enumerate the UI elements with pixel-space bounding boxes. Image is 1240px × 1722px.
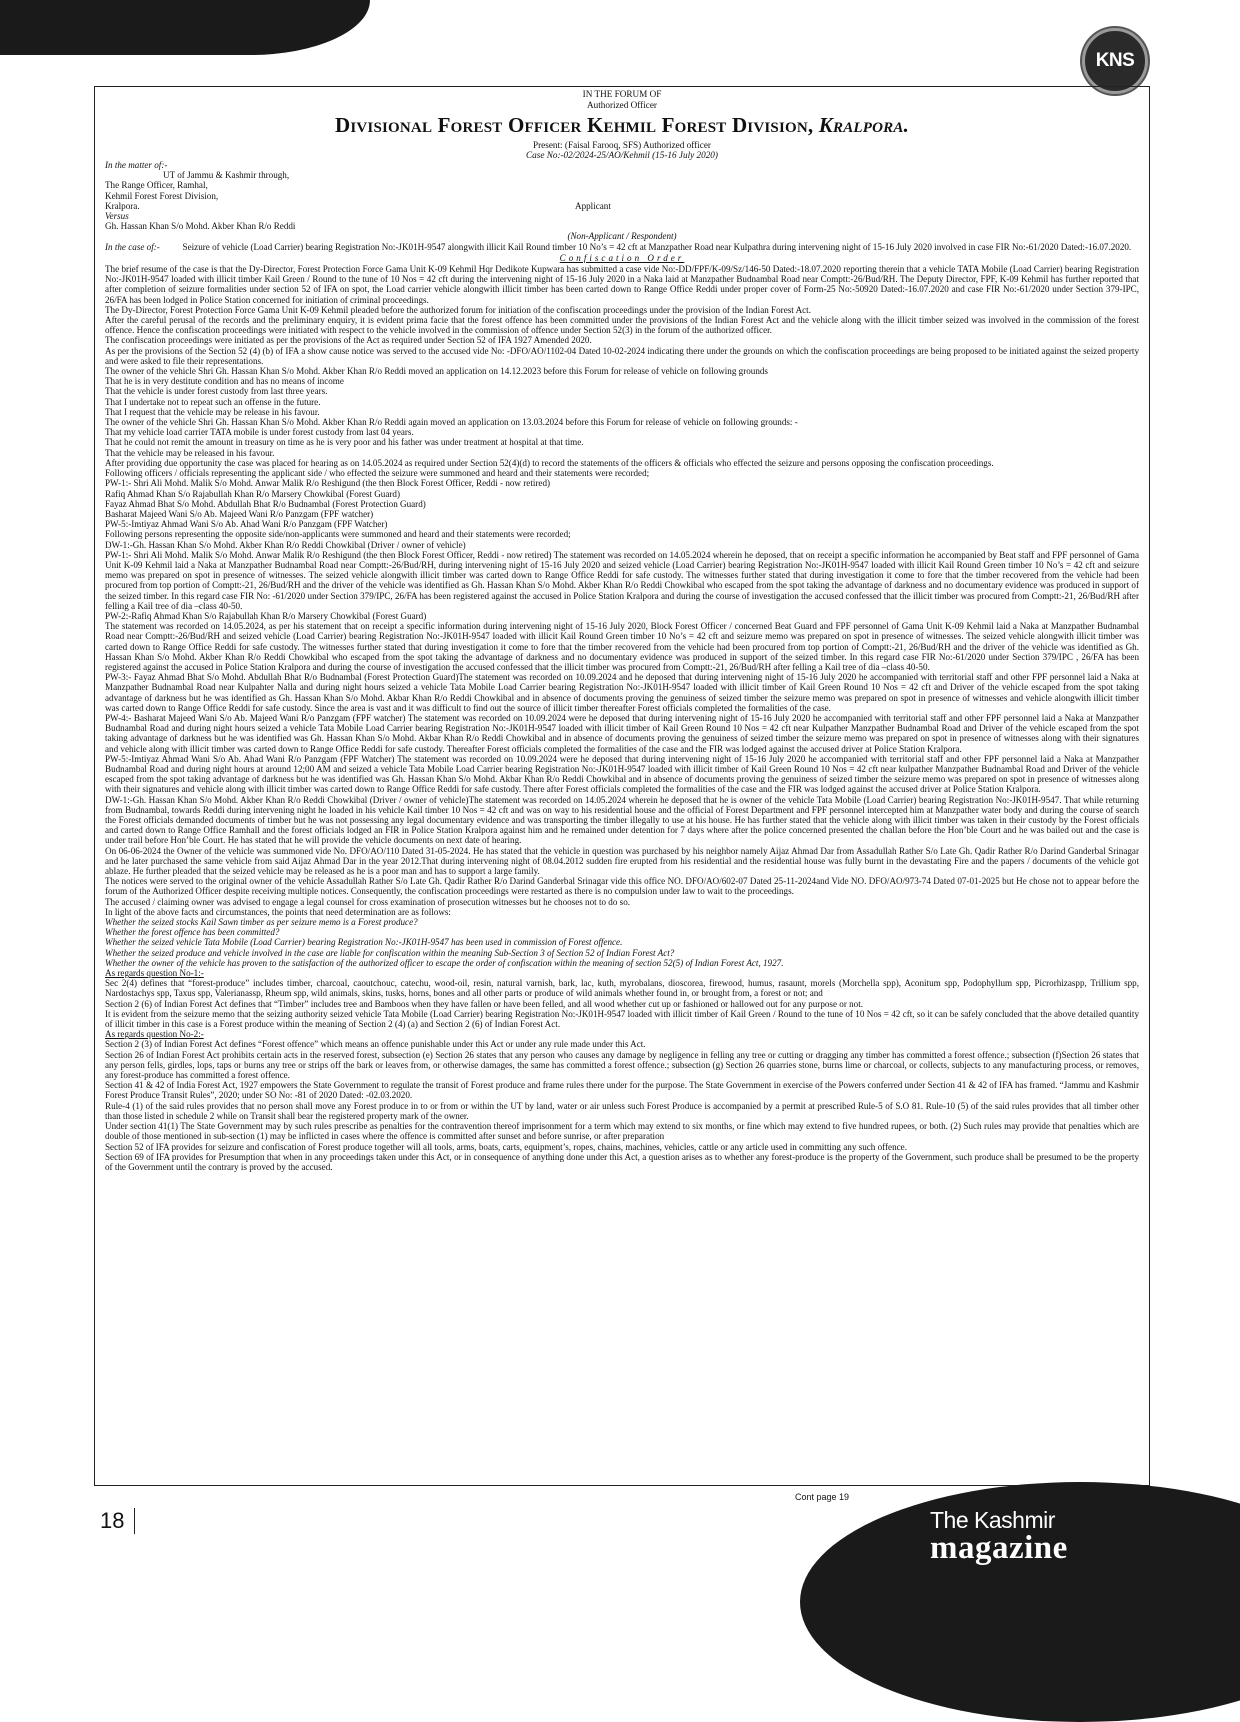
question-2-heading: As regards question No-2:-	[105, 1029, 204, 1040]
question-2-paragraph: Section 26 of Indian Forest Act prohibits certain acts in the reserved forest, subsection (e) Section 26 states that any person who causes any damage by negligence in felling any tree or cutting or dragging any timber has committed a forest offence.; subsection (f)Section 26 states that any person fells, girdles, lops, taps or burns any tree or strips off the bark or leaves from, or otherwise damages, the same has committed a forest offence.; subsection (g) Section 26 quarries stone, burns lime or charcoal, or collects, subjects to any manufacturing process, or removes, any forest-produce has committed a forest offence.	[105, 1049, 1139, 1081]
order-paragraph: That I request that the vehicle may be release in his favour.	[105, 406, 320, 417]
order-paragraphs	[105, 264, 1139, 917]
order-paragraph: Following persons representing the opposite side/non-applicants were summoned and heard and their statements were recorded;	[105, 529, 571, 540]
magazine-name-line-1: The Kashmir	[930, 1507, 1055, 1533]
party-line: Kralpora.	[105, 200, 140, 211]
question-2-paragraph: Section 2 (3) of Indian Forest Act defines “Forest offence” which means an offence punishable under this Act or under any rule made under this Act.	[105, 1039, 646, 1050]
respondent-name: Gh. Hassan Khan S/o Mohd. Akber Khan R/o Reddi	[105, 221, 296, 232]
order-paragraph: PW-5:-Imtiyaz Ahmad Wani S/o Ab. Ahad Wani R/o Panzgam (FPF Watcher)	[105, 519, 388, 530]
order-paragraph: In light of the above facts and circumstances, the points that need determination are as follows:	[105, 906, 451, 917]
confiscation-order-heading: Confiscation Order	[559, 252, 685, 263]
determination-question: Whether the owner of the vehicle has proven to the satisfaction of the authorized officer to escape the order of confiscation within the meaning of section 52(5) of Indian Forest Act, 1927.	[105, 957, 784, 968]
order-paragraph: The confiscation proceedings were initiated as per the provisions of the Act as required under Section 52 of IFA 1927 Amended 2020.	[105, 335, 592, 346]
kns-logo	[1082, 28, 1148, 94]
order-paragraph: PW-2:-Rafiq Ahmad Khan S/o Rajabullah Khan R/o Marsery Chowkibal (Forest Guard)	[105, 610, 427, 621]
order-paragraph: The notices were served to the original owner of the vehicle Assadullah Rather S/o Late Gh. Qadir Rather R/o Darind Ganderbal Srinagar vide this office NO. DFO/AO/602-07 Dated 25-11-2024and Vide NO. DFO/AO/973-74 Dated 07-01-2025 but He chose not to appear before the forum of the Authorized Officer despite receiving multiple notices. Consequently, the confiscation proceedings were restarted as there is no compulsion under law to wait to the proceedings.	[105, 876, 1139, 897]
applicant-label: Applicant	[575, 200, 611, 211]
respondent-label: (Non-Applicant / Respondent)	[567, 231, 677, 242]
matter-label: In the matter of:-	[105, 160, 168, 170]
case-of-label: In the case of:-	[105, 241, 160, 252]
question-2-paragraph: Section 41 & 42 of India Forest Act, 1927 empowers the State Government to regulate the transit of Forest produce and frame rules there under for the purpose. The State Government in exercise of the Powers conferred under Section 41 & 42 of IFA has framed. “Jammu and Kashmir Forest Produce Transit Rules”, 2020; under SO No: -81 of 2020 Dated: -02.03.2020.	[105, 1080, 1139, 1101]
question-1-section	[105, 968, 1139, 1029]
order-paragraph: After the careful perusal of the records and the preliminary enquiry, it is evident prima facie that the forest offence has been committed under the provisions of the Indian Forest Act and the vehicle along with the illicit timber seized was involved in the commission of the forest offence. Hence the confiscation proceedings were initiated with respect to the vehicle involved in the commission of offence under Section 52(3) in the forum of the authorized officer.	[105, 315, 1139, 336]
party-line: Kehmil Forest Forest Division,	[105, 190, 219, 201]
party-line: UT of Jammu & Kashmir through,	[163, 170, 290, 181]
order-paragraph: That I undertake not to repeat such an offense in the future.	[105, 396, 321, 407]
case-number: Case No:-02/2024-25/AO/Kehmil (15-16 July 2020)	[526, 150, 718, 160]
order-paragraph: Following officers / officials representing the applicant side / who effected the seizure were summoned and heard and their statements were recorded;	[105, 468, 650, 479]
order-paragraph: PW-3:- Fayaz Ahmad Bhat S/o Mohd. Abdullah Bhat R/o Budnambal (Forest Protection Guard)The statement was recorded on 10.09.2024 and he deposed that during intervening night of 15-16 July 2020 he accompanied with territorial staff and other FPF personnel laid a Naka at Manzpather Budnambal Road near Kulpahter Nalla and during night hours seized a vehicle Tata Mobile Load Carrier bearing Registration No:-JK01H-9547 loaded with illicit timber of Kail Green Round 10 Nos = 42 cft and Driver of the vehicle escaped from the spot taking advantage of darkness but he was identified as Gh. Hassan Khan S/o Mohd. Akbar Khan R/o Reddi Chowkibal and in absence of documents proving the genuiness of seized timber the seizure memo was prepared on spot in presence of witnesses and vehicle alongwith illicit timber was carted down to Range Office Reddi for safe custody. Since the area is vast and it was difficult to find out the source of illicit timber thereafter Forest officials completed the formalities of the case.	[105, 672, 1139, 713]
order-paragraph: Basharat Majeed Wani S/o Ab. Majeed Wani R/o Panzgam (FPF watcher)	[105, 508, 374, 519]
title-place: Kralpora.	[818, 113, 910, 137]
question-2-paragraph: Rule-4 (1) of the said rules provides that no person shall move any Forest produce in to or from or within the UT by land, water or air unless such Forest Produce is accompanied by a permit at prescribed Rule-5 of S.O 81. Rule-10 (5) of the said rules provides that all timber other than those listed in schedule 2 while on Transit shall bear the registered property mark of the owner.	[105, 1100, 1139, 1121]
order-paragraph: PW-1:- Shri Ali Mohd. Malik S/o Mohd. Anwar Malik R/o Reshigund (the then Block Forest Officer, Reddi - now retired)	[105, 478, 551, 489]
present-line: Present: (Faisal Farooq, SFS) Authorized officer	[533, 140, 711, 150]
order-paragraph: That my vehicle load carrier TATA mobile is under forest custody from last 04 years.	[105, 427, 414, 438]
order-paragraph: The Dy-Director, Forest Protection Force Gama Unit K-09 Kehmil pleaded before the authorized forum for initiation of the confiscation proceedings under the provision of the Indian Forest Act.	[105, 304, 811, 315]
question-1-paragraph: Section 2 (6) of Indian Forest Act defines that “Timber” includes tree and Bamboos when they have fallen or have been felled, and all wood whether cut up or fashioned or hallowed out for any purpose or not.	[105, 998, 864, 1009]
question-1-heading: As regards question No-1:-	[105, 968, 204, 979]
question-1-paragraph: Sec 2(4) defines that “forest-produce” includes timber, charcoal, caoutchouc, catechu, wood-oil, resin, natural varnish, bark, lac, kuth, myrobalans, dioscorea, firewood, humus, rasaunt, morels (Morchella spp), Aconitum spp, Podophyllum spp, Picrorhizaspp, Trillium spp, Nardostachys spp, Taxus spp, Valerianassp, Rheum spp, wild animals, skins, tusks, horns, bones and all other parts or produce of wild animals whether found in, or brought from, a forest or not; and	[105, 978, 1139, 999]
forum-line-2: Authorized Officer	[587, 99, 657, 110]
order-paragraph: DW-1:-Gh. Hassan Khan S/o Mohd. Akber Khan R/o Reddi Chowkibal (Driver / owner of vehicle)	[105, 539, 466, 550]
question-1-paragraph: It is evident from the seizure memo that the seizing authority seized vehicle Tata Mobile (Load Carrier) bearing Registration No:-JK01H-9547 loaded with illicit timber of Kail Green / Round to the tune of 10 Nos = 42 cft, so it can be safely concluded that the above detailed quantity of illicit timber in this case is a Forest produce within the meaning of Section 2 (4) (a) and Section 2 (6) of Indian Forest Act.	[105, 1008, 1139, 1030]
order-paragraph: PW-4:- Basharat Majeed Wani S/o Ab. Majeed Wani R/o Panzgam (FPF watcher) The statement was recorded on 10.09.2024 were he deposed that during intervening night of 15-16 July 2020 he accompanied with territorial staff and other FPF personnel laid a Naka at Manzpather Budnambal Road and during night hours seized a vehicle Tata Mobile Load Carrier bearing Registration No:-JK01H-9547 loaded with illicit timber of Kail Green Round 10 Nos = 42 cft near Kulpather Manzpather Budnambal Road and Driver of the vehicle escaped from the spot taking advantage of darkness but he was identified was Gh. Hassan Khan S/o Mohd. Akbar Khan R/o Reddi Chowkibal and in absence of documents proving the genuiness of seized timber the seizure memo was prepared on spot in presence of witnesses along with their signatures and vehicle along with illicit timber was carted down to Range Office Reddi for safe custody. Thereafter Forest officials completed the formalities of the case and the FIR was lodged against the accused driver at Police Station Kralpora.	[105, 712, 1139, 754]
order-paragraph: That he could not remit the amount in treasury on time as he is very poor and his father was under treatment at hospital at that time.	[105, 437, 584, 448]
determination-question: Whether the forest offence has been committed?	[105, 927, 280, 938]
order-paragraph: Rafiq Ahmad Khan S/o Rajabullah Khan R/o Marsery Chowkibal (Forest Guard)	[105, 488, 400, 499]
versus-label: Versus	[105, 211, 129, 222]
notice-title	[105, 113, 1139, 137]
order-paragraph: Fayaz Ahmad Bhat S/o Mohd. Abdullah Bhat R/o Budnambal (Forest Protection Guard)	[105, 498, 426, 509]
order-paragraph: The owner of the vehicle Shri Gh. Hassan Khan S/o Mohd. Akber Khan R/o Reddi again moved an application on 13.03.2024 before this Forum for release of vehicle on following grounds: -	[105, 417, 798, 428]
case-of-text: Seizure of vehicle (Load Carrier) bearing Registration No:-JK01H-9547 alongwith illicit Kail Round timber 10 No’s = 42 cft at Manzpather Road near Kulpathra during intervening night of 15-16 July 2020 involved in case FIR No:-61/2020 Dated:-16.07.2020.	[182, 241, 1132, 252]
order-paragraph: After providing due opportunity the case was placed for hearing as on 14.05.2024 as required under Section 52(4)(d) to record the statements of the officers & officials who effected the seizure and persons opposing the confiscation proceedings.	[105, 457, 994, 468]
magazine-name-line-2: magazine	[930, 1530, 1068, 1566]
kns-logo-text: KNS	[1095, 50, 1135, 71]
magazine-logo	[930, 1509, 1068, 1565]
parties-block	[105, 160, 1139, 252]
party-line: The Range Officer, Ramhal,	[105, 180, 208, 191]
order-paragraph: PW-5:-Imtiyaz Ahmad Wani S/o Ab. Ahad Wani R/o Panzgam (FPF Watcher) The statement was recorded on 10.09.2024 were he deposed that during intervening night of 15-16 July 2020 he accompanied with territorial staff and other FPF personnel laid a Naka at Manzpather Budnambal Road and during night hours at around 12;00 AM and seized a vehicle Tata Mobile Load Carrier bearing Registration No:-JK01H-9547 loaded with illicit timber of Kail Green Round 10 Nos = 42 cft near kulpather Manzpather Budnambal Road and Driver of the vehicle escaped from the spot taking advantage of darkness but he was identified was Gh. Hassan Khan S/o Mohd. Akbar Khan R/o Reddi Chowkibal and in absence of documents proving the genuiness of seized timber the seizure memo was prepared on spot in presence of witnesses along with their signatures and vehicle along with illicit timber was carted down to Range Office Reddi for safe custody. There after Forest officials completed the formalities of the case and the FIR was lodged against the accused driver at Police Station Kralpora.	[105, 753, 1139, 795]
order-paragraph: The brief resume of the case is that the Dy-Director, Forest Protection Force Gama Unit K-09 Kehmil Hqr Dedikote Kupwara has submitted a case vide No:-DD/FPF/K-09/Sz/146-50 Dated:-18.07.2020 reporting therein that a vehicle TATA Mobile (Load Carrier) bearing Registration No:-JK01H-9547 loaded with illicit timber Kail Green / Round to the tune of 10 Nos = 42 cft during the intervening night of 15-16 July 2020 in a Naka laid at Manzpather Budnambal Road near Comptt:-26/Bud/RH. The Deputy Director, FPF, K-09 Kehmil has further reported that after completion of seizure formalities under section 52 of IFA on spot, the Load carrier vehicle alongwith illicit timber has been carted down to Range Office Reddi under proper cover of Form-25 No:-50920 Dated:-16.07.2020 and case FIR No:-61/2020 under Section 379-IPC, 26/FA has been lodged in Police Station concerned for initiation of criminal proceedings.	[105, 264, 1139, 305]
question-2-paragraph: Under section 41(1) The State Government may by such rules prescribe as penalties for the contravention thereof imprisonment for a term which may extend to six months, or fine which may extend to five hundred rupees, or both. (2) Such rules may provide that penalties which are double of those mentioned in sub-section (1) may be inflicted in cases where the offence is committed after sunset and before sunrise, or after preparation	[105, 1121, 1139, 1142]
order-paragraph: The accused / claiming owner was advised to engage a legal counsel for cross examination of prosecution witnesses but he chooses not to do so.	[105, 896, 631, 907]
page-number: 18	[100, 1508, 135, 1534]
order-paragraph: That the vehicle is under forest custody from last three years.	[105, 386, 328, 397]
determination-question: Whether the seized vehicle Tata Mobile (Load Carrier) bearing Registration No:-JK01H-9547 has been used in commission of Forest offence.	[105, 937, 623, 948]
title-main: Divisional Forest Officer Kehmil Forest Division,	[334, 113, 819, 137]
question-2-section	[105, 1029, 1139, 1172]
order-paragraph: The owner of the vehicle Shri Gh. Hassan Khan S/o Mohd. Akber Khan R/o Reddi moved an application on 14.12.2023 before this Forum for release of vehicle on following grounds	[105, 366, 768, 377]
top-corner-decoration	[0, 0, 370, 55]
question-2-paragraph: Section 69 of IFA provides for Presumption that when in any proceedings taken under this Act, or in consequence of anything done under this Act, a question arises as to whether any forest-produce is the property of the Government, such produce shall be presumed to be the property of the Government until the contrary is proved by the accused.	[105, 1151, 1139, 1172]
order-paragraph: The statement was recorded on 14.05.2024, as per his statement that on receipt a specific information during intervening night of 15-16 July 2020, Block Forest Officer / concerned Beat Guard and FPF personnel of Gama Unit K-09 Kehmil laid a Naka at Manzpather Budnambal Road near Comptt:-26/Bud/RH and seized vehicle (Load Carrier) bearing Registration No:-JK01H-9547 loaded with illicit Kail Round Green timber 10 No’s = 42 cft and seizure memo was prepared on spot in presence of witnesses. The seized vehicle alongwith illicit timber was carted down to Range Office Reddi for safe custody. The witnesses further stated that during investigation it come to fore that the timber recovered from the vehicle had been procured from top portion of Comptt:-21, 26/Bud/RH and the driver of the vehicle was identified as Gh. Hassan Khan S/o Mohd. Akber Khan R/o Reddi Chowkibal who escaped from the spot taking the advantage of darkness and no documentary evidence was produced in support of the seized timber. In this regard case FIR No:-61/2020 under Section 379/IPC , 26/FA has been registered against the accused in Police Station Kralpora and during the course of investigation the accused confessed that the illicit timber was procured from Comptt:-21, 26/Bud/RH after felling a Kail tree of dia –class 40-50.	[105, 621, 1139, 672]
continued-page-note: Cont page 19	[795, 1492, 850, 1502]
order-paragraph: PW-1:- Shri Ali Mohd. Malik S/o Mohd. Anwar Malik R/o Reshigund (the then Block Forest Officer, Reddi - now retired) The statement was recorded on 14.05.2024 wherein he deposed, that on receipt a specific information he accompanied by Beat staff and FPF personnel of Gama Unit K-09 Kehmil laid a Naka at Manzpather Budnambal Road near Comptt:-26/Bud/RH, during intervening night of 15-16 July 2020 and seized vehicle (Load Carrier) bearing Registration No:-JK01H-9547 loaded with illicit Kail Round Green timber 10 No’s = 42 cft and seizure memo was prepared on spot in presence of witnesses. The seized vehicle alongwith illicit timber was carted down to Range Office Reddi for safe custody. The witnesses further stated that during investigation it come to fore that the timber recovered from the vehicle had been procured from top portion of Comptt:-21, 26/Bud/RH and the driver of the vehicle was identified as Gh. Hassan Khan S/o Mohd. Akber Khan R/o Reddi Chowkibal who escaped from the spot taking the advantage of darkness and no documentary evidence was produced in support of the seized timber. In this regard case FIR No: -61/2020 under Section 379/IPC, 26/FA has been registered against the accused in Police Station Kralpora and during the course of investigation the accused confessed that the illicit timber was procured from Comptt:-21, 26/Bud/RH after felling a Kail tree of dia –class 40-50.	[105, 549, 1139, 611]
forum-line-1: IN THE FORUM OF	[582, 89, 662, 99]
order-paragraph: That the vehicle may be released in his favour.	[105, 447, 275, 458]
order-paragraph: That he is in very destitute condition and has no means of income	[105, 376, 344, 387]
determination-question: Whether the seized stocks Kail Sawn timber as per seizure memo is a Forest produce?	[105, 917, 418, 928]
notice-box	[94, 86, 1150, 1486]
order-paragraph: On 06-06-2024 the Owner of the vehicle was summoned vide No. DFO/AO/110 Dated 31-05-2024. He has stated that the vehicle in question was purchased by his neighbor namely Aijaz Ahmad Dar from Assadullah Rather S/o Late Gh. Qadir Rather R/o Darind Ganderbal Srinagar and he later purchased the same vehicle from said Aijaz Ahmad Dar in the year 2012.That during intervening night of 08.04.2012 sudden fire erupted from his residential and the residential house was fully burnt in the devastating Fire and the papers / documents of the vehicle got ablaze. He further pleaded that the seized vehicle may be released as he is a poor man and has to support a large family.	[105, 845, 1139, 877]
question-2-paragraph: Section 52 of IFA provides for seizure and confiscation of Forest produce together will all tools, arms, boats, carts, equipment’s, ropes, chains, machines, vehicles, cattle or any article used in committing any such offence.	[105, 1141, 907, 1152]
order-paragraph: As per the provisions of the Section 52 (4) (b) of IFA a show cause notice was served to the accused vide No: -DFO/AO/1102-04 Dated 10-02-2024 indicating there under the grounds on which the confiscation proceedings are being proposed to be initiated against the seized property and were asked to file their representations.	[105, 345, 1139, 366]
determination-question: Whether the seized produce and vehicle involved in the case are liable for confiscation within the meaning Sub-Section 3 of Section 52 of Indian Forest Act?	[105, 947, 675, 958]
order-paragraph: DW-1:-Gh. Hassan Khan S/o Mohd. Akber Khan R/o Reddi Chowkibal (Driver / owner of vehicle)The statement was recorded on 14.05.2024 wherein he deposed that he is owner of the vehicle Tata Mobile (Load Carrier) bearing Registration No:-JK01H-9547. That while returning from Budnambal, towards Reddi during intervening night he loaded in his vehicle Kail timber 10 Nos = 42 cft and was on way to his residential house and the official of Forest Department and FPF personnel intercepted him at Manzpather water body and during the course of search the Forest officials demanded documents of timber but he was not possessing any legal documentary evidence and was transporting the timber illegally to use at his house. He has further stated that the vehicle along with illicit timber was taken in their custody by the Forest officials and carted down to Range Office Ramhall and the forest officials lodged an FIR in Police Station Kralpora against him and he remained under detention for 7 days where after the police concerned presented the challan before the Hon’ble Court and he was bailed out and the case is under trail before Hon’ble Court. He has stated that he will provide the vehicle documents on next date of hearing.	[105, 794, 1139, 846]
questions-list	[105, 917, 1139, 968]
